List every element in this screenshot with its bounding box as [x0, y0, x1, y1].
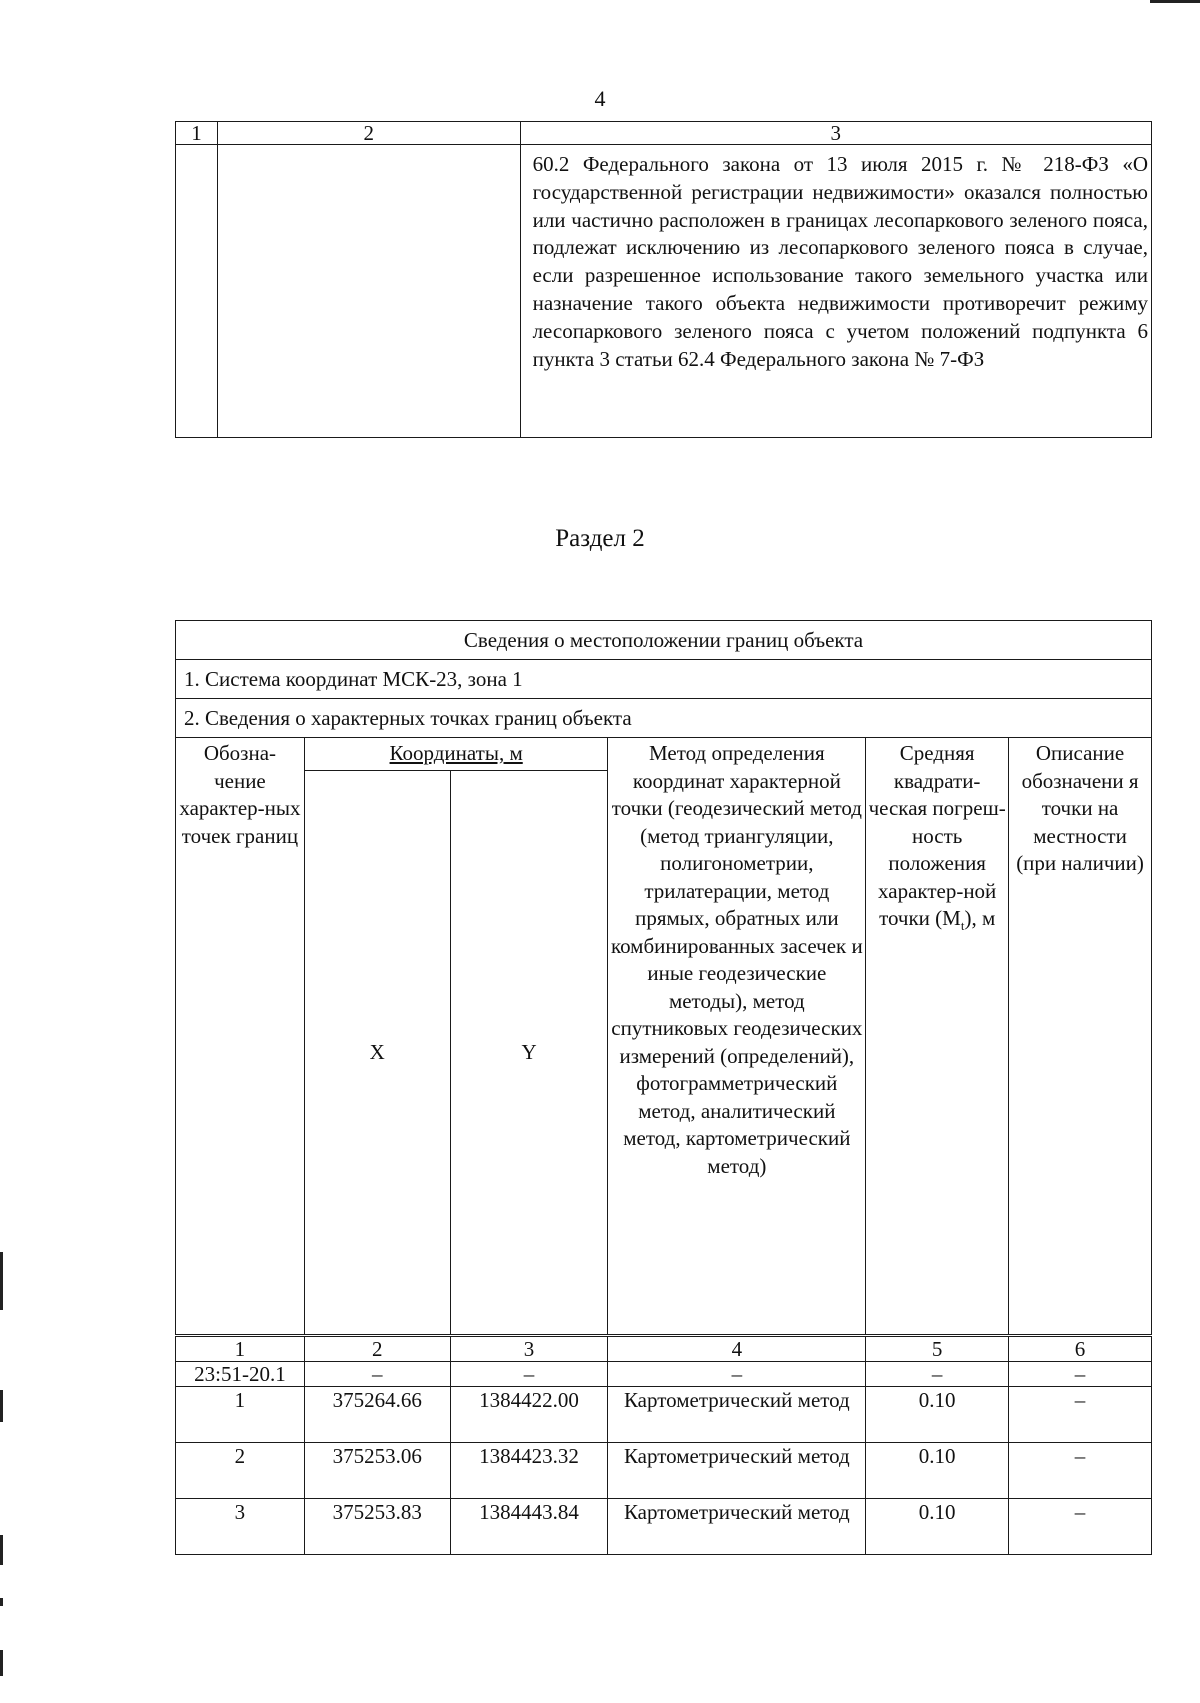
method-value: Картометрический метод — [608, 1387, 866, 1443]
column-number: 3 — [450, 1336, 608, 1362]
method-value: Картометрический метод — [608, 1443, 866, 1499]
accuracy-value: – — [866, 1362, 1009, 1387]
column-numbers-row — [176, 1336, 1152, 1362]
scan-mark — [1150, 0, 1200, 3]
table-row — [176, 1443, 1152, 1499]
table-row — [176, 1362, 1152, 1387]
y-value: 1384423.32 — [450, 1443, 608, 1499]
column-number-3: 3 — [520, 122, 1151, 145]
continuation-text: 60.2 Федерального закона от 13 июля 2015 г. № 218-ФЗ «О государственной регистрации недвижимости» оказался полностью или частично расположен в границах лесопаркового зеленого пояса, подлежат исключению из лесопаркового зеленого пояса в случае, если разрешенное использование такого земельного участка или назначение такого объекта недвижимости противоречит режиму лесопаркового зеленого пояса с учетом положений подпункта 6 пункта 3 статьи 62.4 Федерального закона № 7-ФЗ — [532, 152, 1148, 371]
y-value: – — [450, 1362, 608, 1387]
column-number-2: 2 — [217, 122, 520, 145]
column-number: 5 — [866, 1336, 1009, 1362]
coordinates-header — [304, 738, 608, 771]
column-number: 1 — [176, 1336, 305, 1362]
x-value: – — [304, 1362, 450, 1387]
table-cell-text — [520, 145, 1151, 438]
y-value: 1384443.84 — [450, 1499, 608, 1555]
designation-header: Обозна-чение характер-ных точек границ — [176, 738, 305, 1336]
description-value: – — [1009, 1362, 1152, 1387]
header-row — [176, 738, 1152, 771]
scan-mark — [0, 1650, 3, 1676]
boundary-points-table — [175, 620, 1152, 1555]
points-heading: 2. Сведения о характерных точках границ объекта — [176, 699, 1152, 738]
description-value: – — [1009, 1499, 1152, 1555]
scan-mark — [0, 1252, 3, 1310]
column-number-1: 1 — [176, 122, 218, 145]
table-header-row — [176, 122, 1152, 145]
method-value: – — [608, 1362, 866, 1387]
column-number: 6 — [1009, 1336, 1152, 1362]
point-id: 3 — [176, 1499, 305, 1555]
coordinate-system: 1. Система координат МСК-23, зона 1 — [176, 660, 1152, 699]
accuracy-header-text: Средняя квадрати-ческая погреш-ность положения характер-ной точки (M — [868, 741, 1006, 930]
table-cell-col2 — [217, 145, 520, 438]
table-row — [176, 145, 1152, 438]
y-value: 1384422.00 — [450, 1387, 608, 1443]
description-value: – — [1009, 1443, 1152, 1499]
page-number: 4 — [594, 86, 606, 111]
accuracy-subscript: t — [960, 918, 965, 934]
table-cell-col1 — [176, 145, 218, 438]
accuracy-header — [866, 738, 1009, 1336]
point-id: 23:51-20.1 — [176, 1362, 305, 1387]
description-header: Описание обозначени я точки на местности (при наличии) — [1009, 738, 1152, 1336]
description-value: – — [1009, 1387, 1152, 1443]
table-row — [176, 1387, 1152, 1443]
y-header: Y — [450, 771, 608, 1336]
x-header: X — [304, 771, 450, 1336]
table-row — [176, 1499, 1152, 1555]
accuracy-value: 0.10 — [866, 1387, 1009, 1443]
scan-mark — [0, 1535, 3, 1565]
x-value: 375264.66 — [304, 1387, 450, 1443]
scan-mark — [0, 1598, 3, 1606]
point-id: 1 — [176, 1387, 305, 1443]
column-number: 4 — [608, 1336, 866, 1362]
column-number: 2 — [304, 1336, 450, 1362]
table-title: Сведения о местоположении границ объекта — [176, 621, 1152, 660]
method-header: Метод определения координат характерной точки (геодезический метод (метод триангуляции, полигонометрии, трилатерации, метод прямых, обратных или комбинированных засечек и иные геодезические методы), метод спутниковых геодезических измерений (определений), фотограмметрический метод, аналитический метод, картометрический метод) — [608, 738, 866, 1336]
accuracy-value: 0.10 — [866, 1499, 1009, 1555]
coordinates-header-label: Координаты, м — [389, 741, 523, 765]
accuracy-value: 0.10 — [866, 1443, 1009, 1499]
x-value: 375253.06 — [304, 1443, 450, 1499]
scan-mark — [0, 1390, 3, 1422]
x-value: 375253.83 — [304, 1499, 450, 1555]
continuation-table — [175, 121, 1152, 438]
section-title: Раздел 2 — [555, 525, 645, 552]
method-value: Картометрический метод — [608, 1499, 866, 1555]
accuracy-header-unit: ), м — [964, 906, 996, 930]
point-id: 2 — [176, 1443, 305, 1499]
